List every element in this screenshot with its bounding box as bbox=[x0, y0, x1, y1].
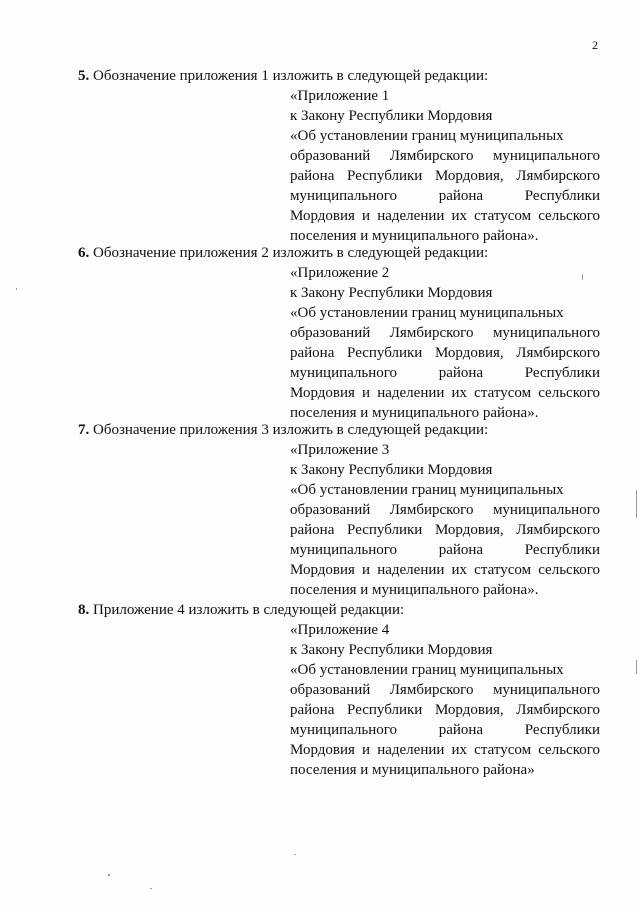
annex-line: поселения и муниципального района». bbox=[290, 405, 539, 421]
amendment-item-8 bbox=[78, 600, 618, 780]
annex-line: Мордовия и наделении их статусом сельского bbox=[290, 562, 600, 578]
annex-line: муниципального района Республики bbox=[290, 365, 600, 381]
scan-speck bbox=[150, 888, 152, 889]
annex-line: образований Лямбирского муниципального bbox=[290, 325, 600, 341]
annex-line: района Республики Мордовия, Лямбирского bbox=[290, 522, 600, 538]
item-text: Обозначение приложения 3 изложить в следующей редакции: bbox=[93, 422, 489, 438]
annex-block bbox=[290, 620, 600, 780]
item-title bbox=[78, 243, 618, 263]
annex-line: Мордовия и наделении их статусом сельского bbox=[290, 385, 600, 401]
scan-speck bbox=[294, 854, 296, 855]
annex-law: к Закону Республики Мордовия bbox=[290, 462, 493, 478]
item-text: Приложение 4 изложить в следующей редакции: bbox=[93, 602, 405, 618]
amendment-item-5 bbox=[78, 66, 618, 246]
annex-line: поселения и муниципального района». bbox=[290, 228, 539, 244]
item-number: 6. bbox=[78, 245, 90, 261]
annex-line: района Республики Мордовия, Лямбирского bbox=[290, 345, 600, 361]
annex-line: образований Лямбирского муниципального bbox=[290, 682, 600, 698]
annex-block bbox=[290, 86, 600, 246]
annex-line: образований Лямбирского муниципального bbox=[290, 502, 600, 518]
page-number: 2 bbox=[592, 38, 598, 52]
item-number: 8. bbox=[78, 602, 90, 618]
annex-line: Мордовия и наделении их статусом сельского bbox=[290, 742, 600, 758]
annex-heading: «Приложение 2 bbox=[290, 265, 390, 281]
annex-line: поселения и муниципального района». bbox=[290, 582, 539, 598]
scan-speck bbox=[636, 490, 637, 518]
annex-line: района Республики Мордовия, Лямбирского bbox=[290, 702, 600, 718]
annex-line: муниципального района Республики bbox=[290, 188, 600, 204]
annex-line: «Об установлении границ муниципальных bbox=[290, 128, 564, 144]
annex-line: поселения и муниципального района» bbox=[290, 762, 535, 778]
annex-line: «Об установлении границ муниципальных bbox=[290, 305, 564, 321]
annex-heading: «Приложение 4 bbox=[290, 622, 390, 638]
scan-speck bbox=[636, 660, 637, 674]
scan-speck bbox=[582, 274, 583, 280]
item-title bbox=[78, 600, 618, 620]
annex-law: к Закону Республики Мордовия bbox=[290, 642, 493, 658]
annex-law: к Закону Республики Мордовия bbox=[290, 108, 493, 124]
annex-block bbox=[290, 263, 600, 423]
item-number: 7. bbox=[78, 422, 90, 438]
item-number: 5. bbox=[78, 68, 90, 84]
annex-block bbox=[290, 440, 600, 600]
annex-line: Мордовия и наделении их статусом сельского bbox=[290, 208, 600, 224]
annex-heading: «Приложение 3 bbox=[290, 442, 390, 458]
scan-speck bbox=[16, 288, 17, 290]
item-text: Обозначение приложения 2 изложить в следующей редакции: bbox=[93, 245, 489, 261]
amendment-item-7 bbox=[78, 420, 618, 600]
annex-line: «Об установлении границ муниципальных bbox=[290, 482, 564, 498]
amendment-item-6 bbox=[78, 243, 618, 423]
item-title bbox=[78, 420, 618, 440]
annex-line: образований Лямбирского муниципального bbox=[290, 148, 600, 164]
annex-line: «Об установлении границ муниципальных bbox=[290, 662, 564, 678]
scan-speck bbox=[108, 874, 110, 876]
annex-heading: «Приложение 1 bbox=[290, 88, 390, 104]
annex-line: муниципального района Республики bbox=[290, 542, 600, 558]
annex-line: муниципального района Республики bbox=[290, 722, 600, 738]
item-title bbox=[78, 66, 618, 86]
annex-law: к Закону Республики Мордовия bbox=[290, 285, 493, 301]
annex-line: района Республики Мордовия, Лямбирского bbox=[290, 168, 600, 184]
item-text: Обозначение приложения 1 изложить в следующей редакции: bbox=[93, 68, 489, 84]
